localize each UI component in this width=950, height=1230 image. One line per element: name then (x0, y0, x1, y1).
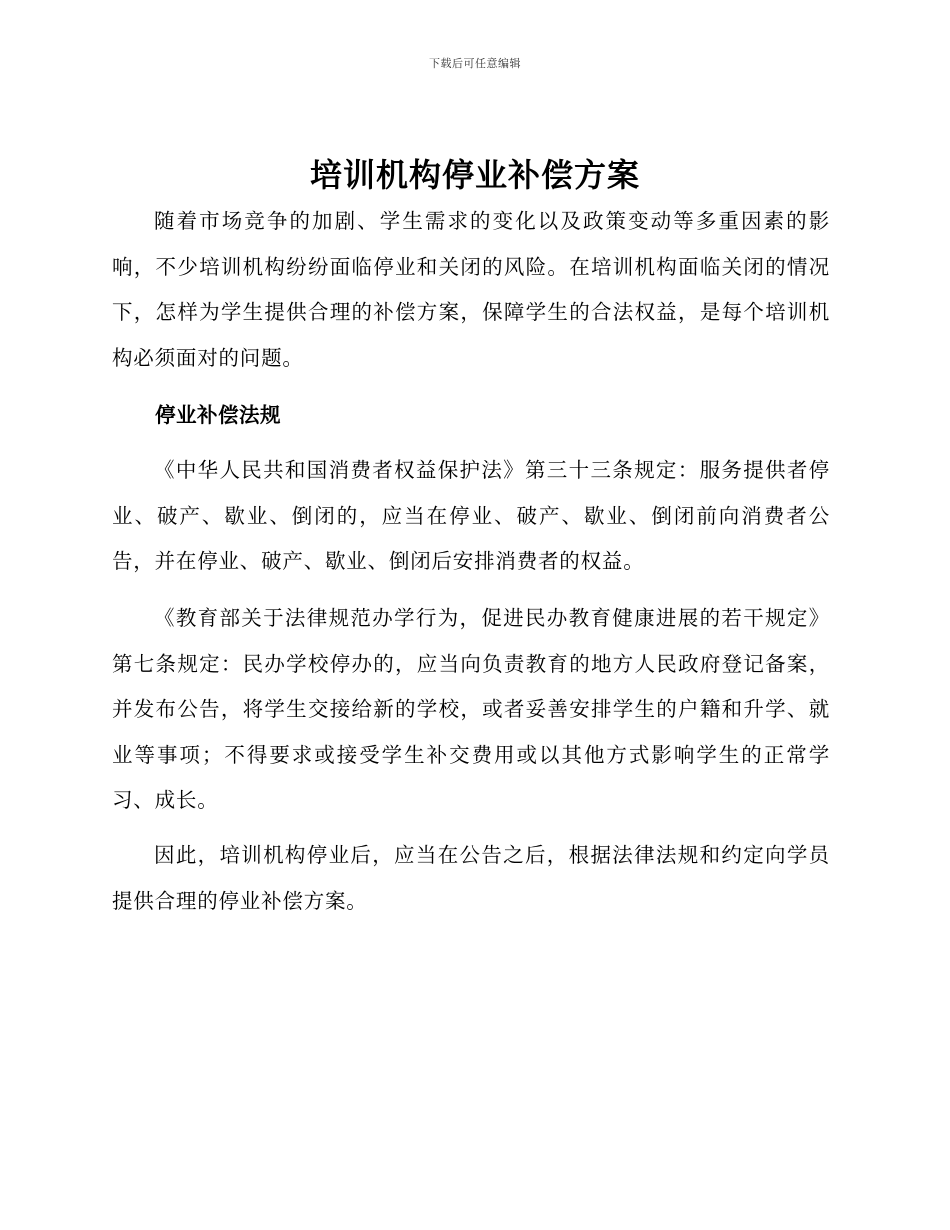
education-rule-paragraph: 《教育部关于法律规范办学行为，促进民办教育健康进展的若干规定》第七条规定：民办学校停办的，应当向负责教育的地方人民政府登记备案，并发布公告，将学生交接给新的学校，或者妥善安排学生的户籍和升学、就业等事项；不得要求或接受学生补交费用或以其他方式影响学生的正常学习、成长。 (112, 606, 830, 812)
section-heading: 停业补偿法规 (155, 403, 281, 427)
consumer-law-paragraph: 《中华人民共和国消费者权益保护法》第三十三条规定：服务提供者停业、破产、歇业、倒闭的，应当在停业、破产、歇业、倒闭前向消费者公告，并在停业、破产、歇业、倒闭后安排消费者的权益。 (112, 458, 830, 573)
header-note: 下载后可任意编辑 (429, 57, 521, 70)
document-title: 培训机构停业补偿方案 (309, 156, 640, 194)
intro-paragraph: 随着市场竞争的加剧、学生需求的变化以及政策变动等多重因素的影响，不少培训机构纷纷面临停业和关闭的风险。在培训机构面临关闭的情况下，怎样为学生提供合理的补偿方案，保障学生的合法权益，是每个培训机构必须面对的问题。 (112, 209, 830, 370)
conclusion-paragraph: 因此，培训机构停业后，应当在公告之后，根据法律法规和约定向学员提供合理的停业补偿方案。 (112, 843, 830, 913)
